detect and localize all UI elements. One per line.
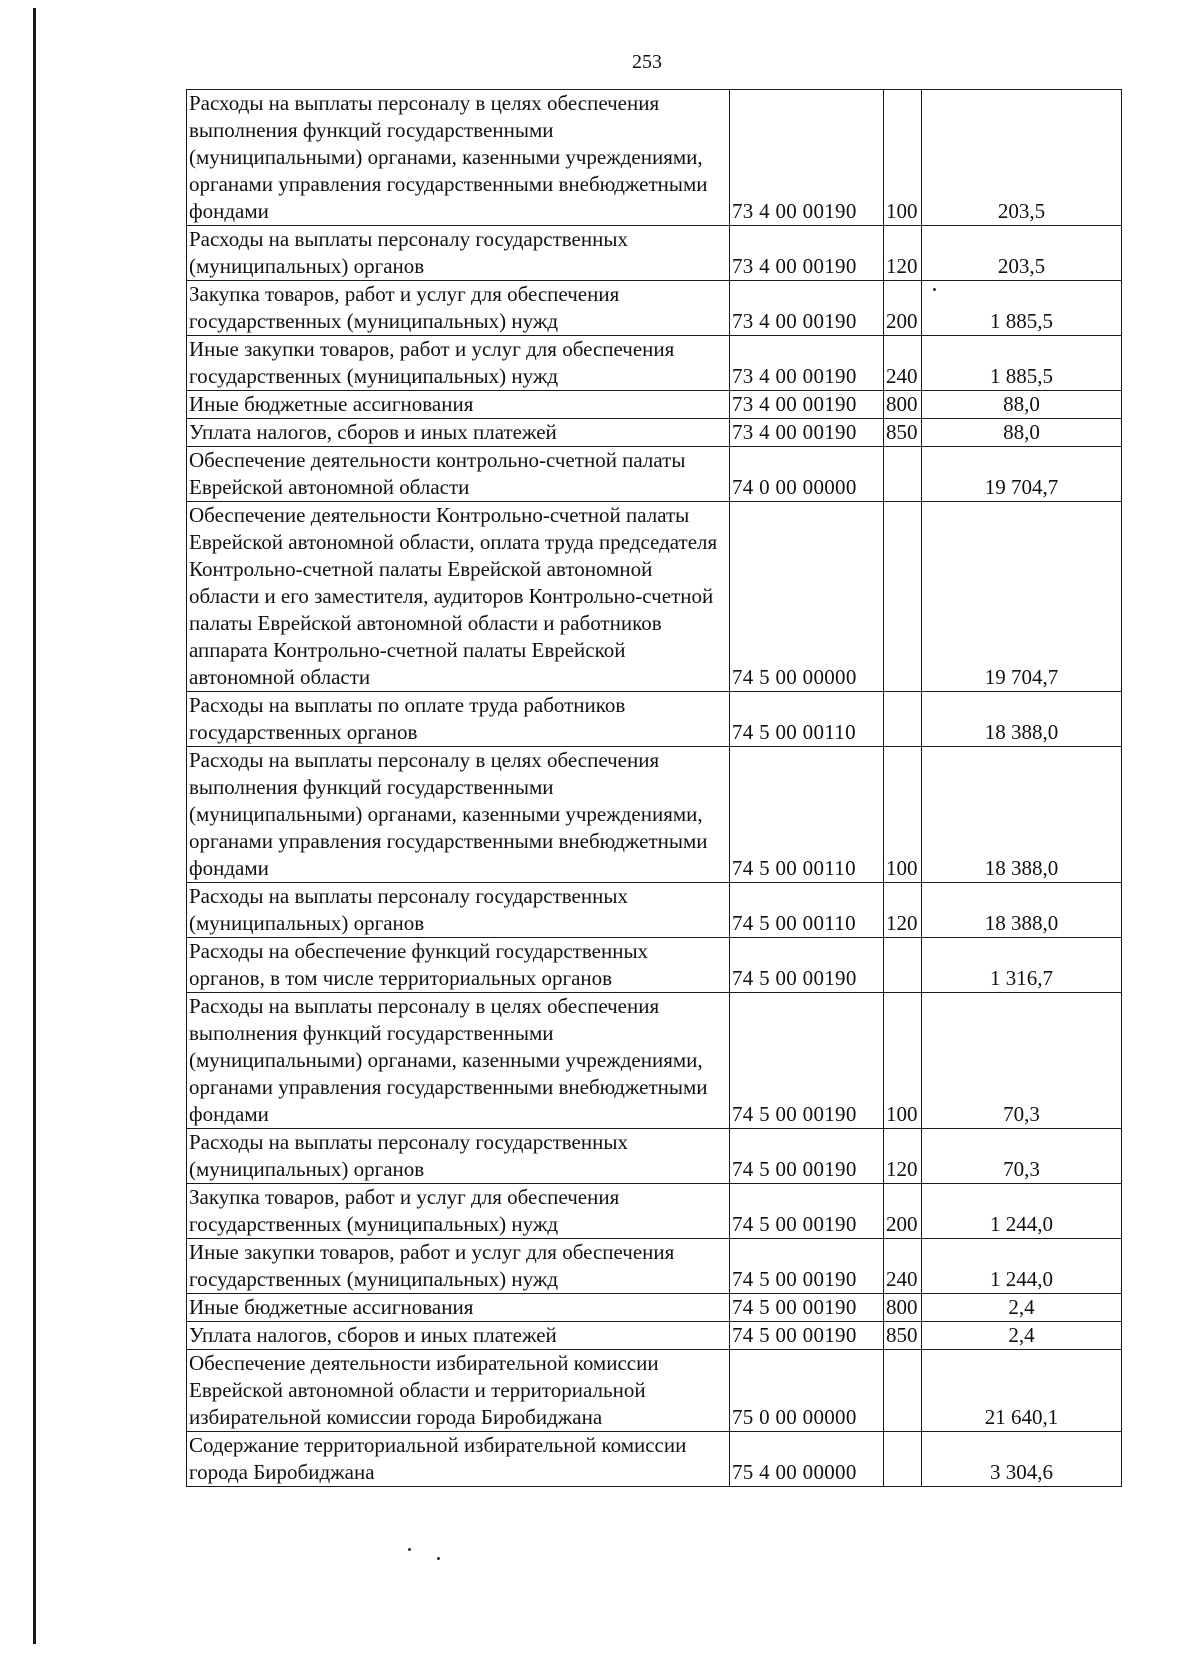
- target-article-code-cell: 75 0 00 00000: [730, 1350, 884, 1432]
- amount-cell: 70,3: [922, 1129, 1122, 1184]
- expense-name-cell: Расходы на выплаты персоналу в целях обеспечения выполнения функций государственными (муниципальными) органами, казенными учреждениями, органами управления государственными внебюджетными фондами: [187, 747, 730, 883]
- budget-table-body: [187, 90, 1122, 1487]
- target-article-code-cell: 73 4 00 00190: [730, 391, 884, 419]
- scan-speck: [437, 1557, 440, 1560]
- amount-cell: 1 885,5: [922, 336, 1122, 391]
- expense-type-code-cell: 240: [884, 1239, 922, 1294]
- amount-cell: 21 640,1: [922, 1350, 1122, 1432]
- amount-cell: 203,5: [922, 226, 1122, 281]
- table-row: [187, 1239, 1122, 1294]
- target-article-code-cell: 74 5 00 00190: [730, 1129, 884, 1184]
- expense-name-cell: Расходы на выплаты персоналу государственных (муниципальных) органов: [187, 226, 730, 281]
- expense-type-code-cell: [884, 1432, 922, 1487]
- target-article-code-cell: 74 5 00 00190: [730, 1239, 884, 1294]
- target-article-code-cell: 74 0 00 00000: [730, 447, 884, 502]
- expense-name-cell: Расходы на обеспечение функций государственных органов, в том числе территориальных органов: [187, 938, 730, 993]
- table-row: [187, 1322, 1122, 1350]
- expense-name-cell: Обеспечение деятельности Контрольно-счетной палаты Еврейской автономной области, оплата труда председателя Контрольно-счетной палаты Еврейской автономной области и его заместителя, аудиторов Контрольно-счетной палаты Еврейской автономной области и работников аппарата Контрольно-счетной палаты Еврейской автономной области: [187, 502, 730, 692]
- table-row: [187, 1432, 1122, 1487]
- expense-name-cell: Закупка товаров, работ и услуг для обеспечения государственных (муниципальных) нужд: [187, 1184, 730, 1239]
- expense-type-code-cell: 100: [884, 993, 922, 1129]
- page-number: 253: [632, 51, 662, 73]
- target-article-code-cell: 73 4 00 00190: [730, 281, 884, 336]
- scan-edge-line: [33, 8, 36, 1644]
- expense-type-code-cell: [884, 447, 922, 502]
- amount-cell: 88,0: [922, 391, 1122, 419]
- amount-cell: 18 388,0: [922, 883, 1122, 938]
- table-row: [187, 502, 1122, 692]
- table-row: [187, 883, 1122, 938]
- target-article-code-cell: 74 5 00 00110: [730, 747, 884, 883]
- expense-type-code-cell: 800: [884, 1294, 922, 1322]
- expense-type-code-cell: 120: [884, 883, 922, 938]
- target-article-code-cell: 74 5 00 00190: [730, 1294, 884, 1322]
- amount-cell: 203,5: [922, 90, 1122, 226]
- amount-cell: 1 244,0: [922, 1184, 1122, 1239]
- amount-cell: 18 388,0: [922, 692, 1122, 747]
- expense-type-code-cell: 100: [884, 90, 922, 226]
- expense-type-code-cell: 850: [884, 1322, 922, 1350]
- target-article-code-cell: 75 4 00 00000: [730, 1432, 884, 1487]
- expense-name-cell: Обеспечение деятельности контрольно-счетной палаты Еврейской автономной области: [187, 447, 730, 502]
- expense-name-cell: Иные бюджетные ассигнования: [187, 1294, 730, 1322]
- table-row: [187, 447, 1122, 502]
- table-row: [187, 1129, 1122, 1184]
- expense-name-cell: Обеспечение деятельности избирательной комиссии Еврейской автономной области и территориальной избирательной комиссии города Биробиджана: [187, 1350, 730, 1432]
- table-row: [187, 336, 1122, 391]
- expense-name-cell: Содержание территориальной избирательной комиссии города Биробиджана: [187, 1432, 730, 1487]
- amount-cell: 18 388,0: [922, 747, 1122, 883]
- table-row: [187, 391, 1122, 419]
- expense-name-cell: Закупка товаров, работ и услуг для обеспечения государственных (муниципальных) нужд: [187, 281, 730, 336]
- scan-speck: [408, 1548, 411, 1551]
- table-row: [187, 692, 1122, 747]
- table-row: [187, 1350, 1122, 1432]
- amount-cell: 2,4: [922, 1294, 1122, 1322]
- expense-name-cell: Расходы на выплаты персоналу государственных (муниципальных) органов: [187, 883, 730, 938]
- expense-type-code-cell: 200: [884, 281, 922, 336]
- table-row: [187, 938, 1122, 993]
- scan-speck: [933, 288, 936, 291]
- target-article-code-cell: 73 4 00 00190: [730, 90, 884, 226]
- target-article-code-cell: 73 4 00 00190: [730, 226, 884, 281]
- amount-cell: 1 885,5: [922, 281, 1122, 336]
- target-article-code-cell: 74 5 00 00190: [730, 993, 884, 1129]
- expense-type-code-cell: 200: [884, 1184, 922, 1239]
- amount-cell: 19 704,7: [922, 447, 1122, 502]
- table-row: [187, 226, 1122, 281]
- expense-name-cell: Иные закупки товаров, работ и услуг для обеспечения государственных (муниципальных) нужд: [187, 336, 730, 391]
- expense-name-cell: Расходы на выплаты персоналу государственных (муниципальных) органов: [187, 1129, 730, 1184]
- amount-cell: 1 316,7: [922, 938, 1122, 993]
- amount-cell: 88,0: [922, 419, 1122, 447]
- table-row: [187, 1184, 1122, 1239]
- expense-type-code-cell: 120: [884, 226, 922, 281]
- table-row: [187, 1294, 1122, 1322]
- expense-name-cell: Иные бюджетные ассигнования: [187, 391, 730, 419]
- amount-cell: 2,4: [922, 1322, 1122, 1350]
- amount-cell: 3 304,6: [922, 1432, 1122, 1487]
- table-row: [187, 993, 1122, 1129]
- expense-name-cell: Расходы на выплаты персоналу в целях обеспечения выполнения функций государственными (муниципальными) органами, казенными учреждениями, органами управления государственными внебюджетными фондами: [187, 90, 730, 226]
- amount-cell: 1 244,0: [922, 1239, 1122, 1294]
- expense-type-code-cell: 800: [884, 391, 922, 419]
- expense-type-code-cell: 240: [884, 336, 922, 391]
- expense-type-code-cell: 120: [884, 1129, 922, 1184]
- target-article-code-cell: 74 5 00 00110: [730, 692, 884, 747]
- expense-name-cell: Расходы на выплаты персоналу в целях обеспечения выполнения функций государственными (муниципальными) органами, казенными учреждениями, органами управления государственными внебюджетными фондами: [187, 993, 730, 1129]
- expense-name-cell: Уплата налогов, сборов и иных платежей: [187, 419, 730, 447]
- expense-name-cell: Расходы на выплаты по оплате труда работников государственных органов: [187, 692, 730, 747]
- table-row: [187, 747, 1122, 883]
- budget-table: [186, 89, 1122, 1487]
- table-row: [187, 90, 1122, 226]
- amount-cell: 19 704,7: [922, 502, 1122, 692]
- expense-name-cell: Иные закупки товаров, работ и услуг для обеспечения государственных (муниципальных) нужд: [187, 1239, 730, 1294]
- table-row: [187, 419, 1122, 447]
- expense-type-code-cell: [884, 502, 922, 692]
- target-article-code-cell: 74 5 00 00000: [730, 502, 884, 692]
- amount-cell: 70,3: [922, 993, 1122, 1129]
- expense-type-code-cell: [884, 938, 922, 993]
- target-article-code-cell: 73 4 00 00190: [730, 336, 884, 391]
- target-article-code-cell: 74 5 00 00190: [730, 1322, 884, 1350]
- target-article-code-cell: 74 5 00 00110: [730, 883, 884, 938]
- target-article-code-cell: 74 5 00 00190: [730, 1184, 884, 1239]
- expense-type-code-cell: [884, 692, 922, 747]
- expense-name-cell: Уплата налогов, сборов и иных платежей: [187, 1322, 730, 1350]
- table-row: [187, 281, 1122, 336]
- expense-type-code-cell: 850: [884, 419, 922, 447]
- expense-type-code-cell: [884, 1350, 922, 1432]
- target-article-code-cell: 74 5 00 00190: [730, 938, 884, 993]
- target-article-code-cell: 73 4 00 00190: [730, 419, 884, 447]
- expense-type-code-cell: 100: [884, 747, 922, 883]
